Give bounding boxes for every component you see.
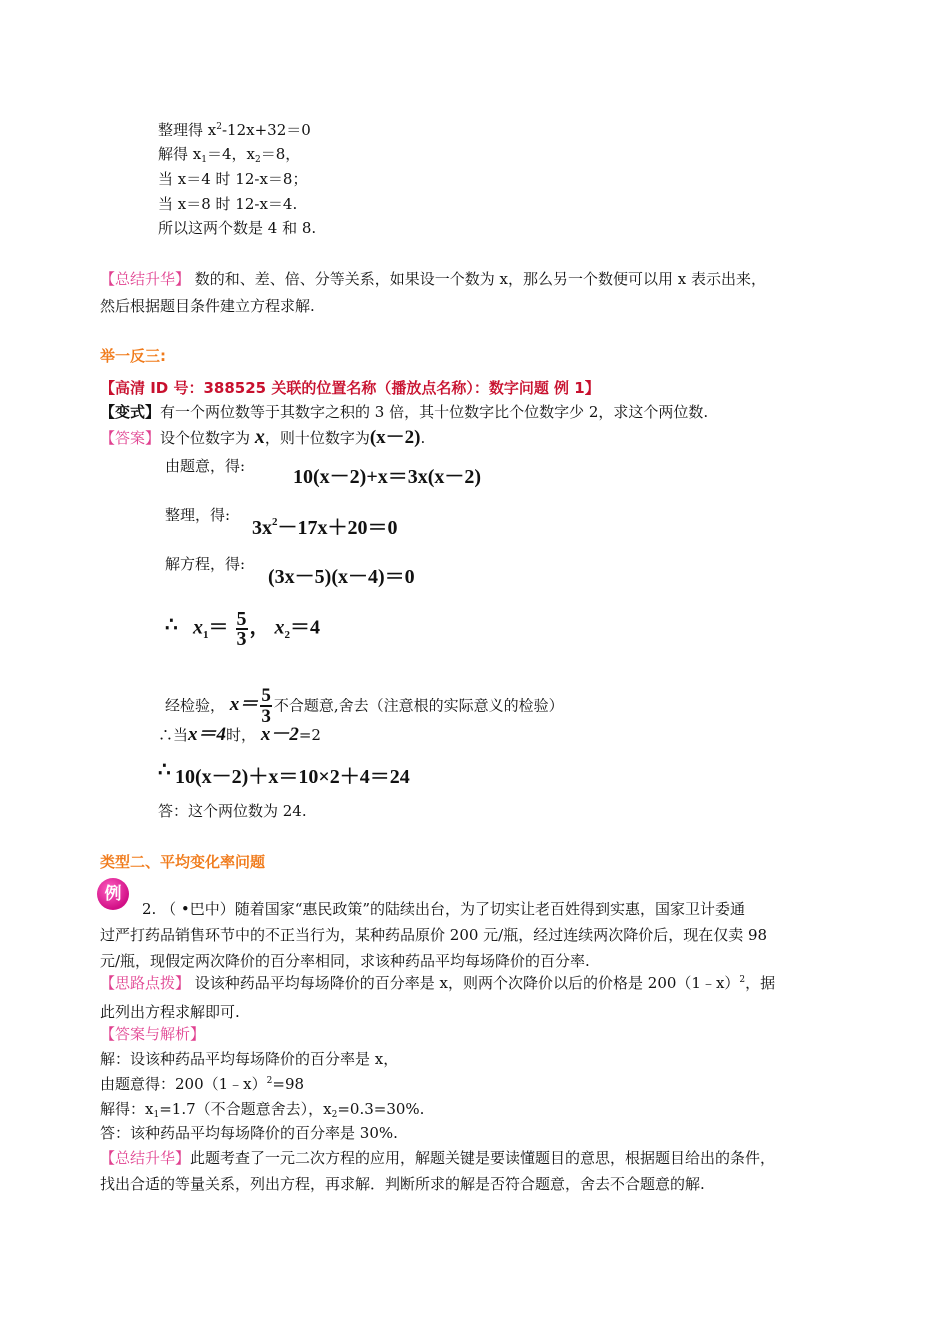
hint-paragraph: 【思路点拨】 设该种药品平均每场降价的百分率是 x，则两个次降价以后的价格是 200（1﹣x）$^2$，据 此列出方程求解即可.: [100, 974, 776, 1021]
practice-heading: 举一反三:: [100, 347, 166, 365]
summary-paragraph-1: 【总结升华】 数的和、差、倍、分等关系，如果设一个数为 x，那么另一个数便可以用 x 表示出来， 然后根据题目条件建立方程求解.: [100, 270, 767, 315]
step1-label: 由题意，得:: [165, 457, 246, 475]
when-line: ∴当x＝4时， x－2=2: [158, 724, 321, 745]
problem-paragraph: 2. （ •巴中）随着国家“惠民政策”的陆续出台，为了切实让老百姓得到实惠，国家卫计委通 过严打药品销售环节中的不正当行为，某种药品原价 200 元/瓶，经过连续两次降价后，现在仅卖 98 元/瓶，现假定两次降价的百分率相同，求该种药品平均每场降价的百分率.: [100, 900, 768, 970]
step3-equation: (3x－5)(x－4)＝0: [268, 566, 415, 588]
variant-line: 【变式】有一个两位数等于其数字之积的 3 倍，其十位数字比个位数字少 2，求这个两位数.: [100, 403, 709, 421]
step2-label: 整理，得:: [165, 506, 231, 524]
final-therefore: ∴: [158, 759, 171, 781]
solution-line-5: 所以这两个数是 4 和 8.: [158, 219, 317, 237]
therefore-symbol: ∴: [165, 614, 178, 636]
hd-id-line: 【高清 ID 号：388525 关联的位置名称（播放点名称）：数字问题 例 1】: [100, 379, 600, 397]
roots-line: $x_1=$ $\frac{5}{3}$ ， $x_2=4$: [193, 608, 320, 650]
sol-line-2: 由题意得：200（1﹣x）$^2$=98: [100, 1075, 305, 1093]
solution-line-4: 当 x＝8 时 12-x＝4.: [158, 195, 298, 213]
summary-label: 【总结升华】: [100, 270, 191, 288]
step2-equation: $3x^2-17x+20=0$: [252, 516, 398, 539]
sol-line-4: 答：该种药品平均每场降价的百分率是 30%.: [100, 1124, 398, 1142]
check-line: 经检验， x＝ $\frac{5}{3}$ 不合题意,舍去（注意根的实际意义的检验）: [165, 685, 564, 727]
sol-line-1: 解：设该种药品平均每场降价的百分率是 x，: [100, 1050, 399, 1068]
sol-line-3: 解得：$x_1=1.7$（不合题意舍去），$x_2=0.3=30\%$.: [100, 1100, 425, 1120]
solution-line-1: 整理得 $x^2-12x+32=0$: [158, 121, 311, 139]
summary-paragraph-2: 【总结升华】此题考查了一元二次方程的应用，解题关键是要读懂题目的意思，根据题目给出的条件， 找出合适的等量关系，列出方程，再求解．判断所求的解是否符合题意，舍去不合题意的解.: [100, 1149, 776, 1193]
example-badge-icon: 例: [97, 878, 129, 910]
step3-label: 解方程，得:: [165, 555, 246, 573]
solution-line-2: 解得 $x_1=4$，$x_2=8$，: [158, 145, 301, 165]
step1-equation: 10(x－2)+x＝3x(x－2): [293, 466, 482, 488]
answer-analysis-label: 【答案与解析】: [100, 1025, 206, 1043]
final-equation: 10(x－2)＋x＝10×2＋4＝24: [175, 766, 410, 788]
conclusion-line: 答：这个两位数为 24.: [158, 802, 307, 820]
type2-heading: 类型二、平均变化率问题: [100, 853, 266, 871]
solution-line-3: 当 x＝4 时 12-x＝8；: [158, 170, 308, 188]
answer-line: 【答案】设个位数字为 x，则十位数字为(x－2).: [100, 426, 426, 448]
